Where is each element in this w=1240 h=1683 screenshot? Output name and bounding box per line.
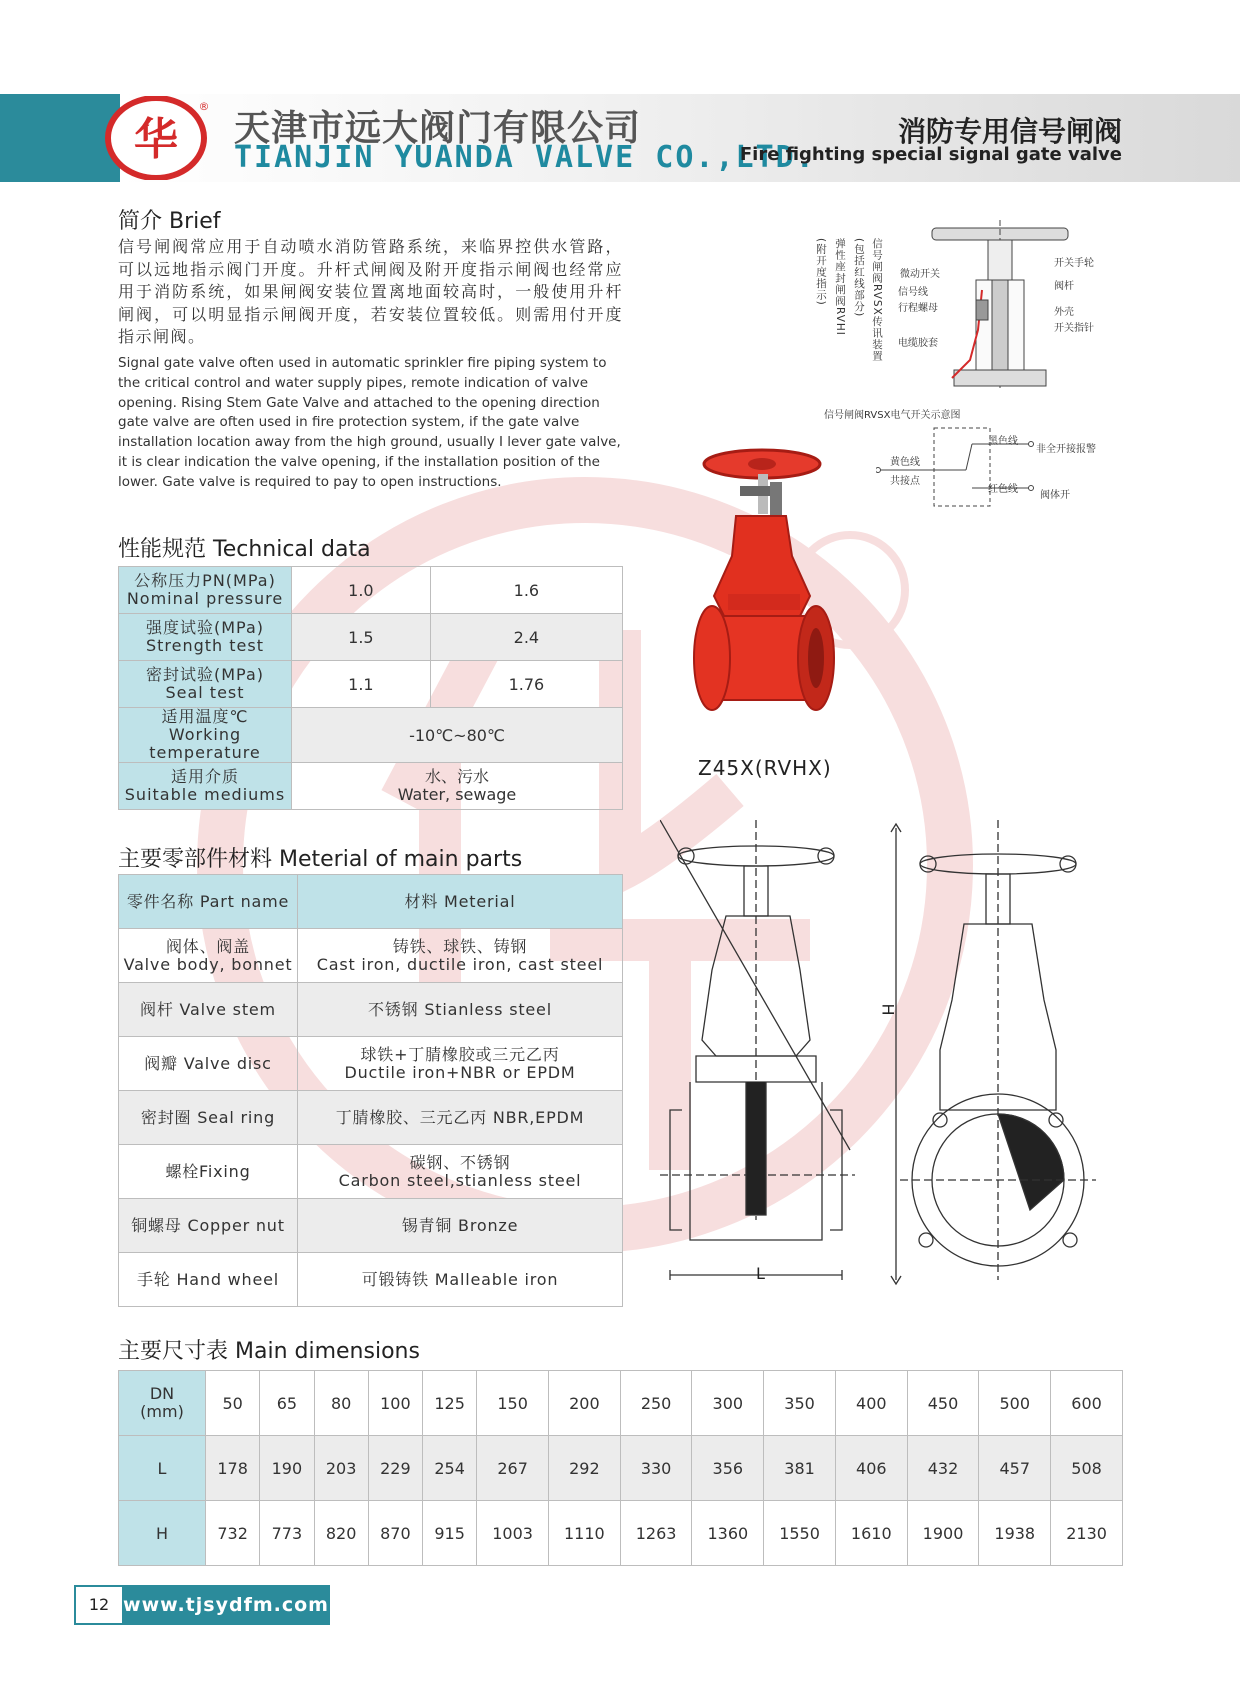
tech-value: 1.6 xyxy=(430,567,622,614)
tech-row xyxy=(119,614,623,661)
parts-header-row xyxy=(119,875,623,929)
parts-header-material: 材料 Meterial xyxy=(298,875,623,929)
dims-cell: 457 xyxy=(979,1436,1051,1501)
dims-cell: 100 xyxy=(368,1371,422,1436)
wire-red: 红色线 xyxy=(988,484,1018,495)
dims-cell: 600 xyxy=(1051,1371,1123,1436)
dims-cell: 450 xyxy=(907,1371,979,1436)
tech-value-cn: 水、污水 xyxy=(424,767,489,786)
dims-cell: 65 xyxy=(260,1371,314,1436)
wire-black: 黑色线 xyxy=(988,436,1018,447)
dims-cell: 200 xyxy=(548,1371,620,1436)
drawing-label-L: L xyxy=(756,1264,765,1283)
part-material-en: Carbon steel,stianless steel xyxy=(338,1170,582,1190)
tech-label-cell xyxy=(119,567,292,614)
dims-cell: 508 xyxy=(1051,1436,1123,1501)
product-title-cn: 消防专用信号闸阀 xyxy=(897,115,1122,148)
brief-title: 简介 Brief xyxy=(118,209,221,234)
dims-cell: 50 xyxy=(206,1371,260,1436)
part-material-en: Cast iron, ductile iron, cast steel xyxy=(316,954,604,974)
part-material-cn: 碳钢、不锈钢 xyxy=(409,1152,511,1172)
dims-cell: 1550 xyxy=(764,1501,836,1566)
dims-cell: 1110 xyxy=(548,1501,620,1566)
tech-label-cn: 适用温度℃ xyxy=(161,707,249,726)
tech-label-en: Seal test xyxy=(165,683,245,702)
dims-H-label: H xyxy=(119,1501,206,1566)
label-travel-nut: 行程螺母 xyxy=(898,303,938,314)
dims-cell: 292 xyxy=(548,1436,620,1501)
tech-table xyxy=(118,566,623,810)
tech-value: -10℃~80℃ xyxy=(292,708,623,763)
dims-cell: 267 xyxy=(477,1436,549,1501)
part-material: 锡青铜 Bronze xyxy=(298,1199,623,1253)
registered-mark: ® xyxy=(198,100,210,113)
dims-cell: 356 xyxy=(692,1436,764,1501)
dims-cell: 330 xyxy=(620,1436,692,1501)
dims-dn-label xyxy=(119,1371,206,1436)
tech-label-cell xyxy=(119,708,292,763)
dn-unit: (mm) xyxy=(140,1402,184,1421)
dims-cell: 732 xyxy=(206,1501,260,1566)
dims-row-L xyxy=(119,1436,1123,1501)
tech-value: 2.4 xyxy=(430,614,622,661)
header-accent xyxy=(0,94,120,182)
dims-cell: 1900 xyxy=(907,1501,979,1566)
dims-cell: 300 xyxy=(692,1371,764,1436)
dims-cell: 381 xyxy=(764,1436,836,1501)
tech-label-cn: 强度试验(MPa) xyxy=(145,618,265,637)
parts-title: 主要零部件材料 Meterial of main parts xyxy=(118,847,523,872)
page-number: 12 xyxy=(74,1585,124,1625)
dims-row-dn xyxy=(119,1371,1123,1436)
part-material-cn: 球铁+丁腈橡胶或三元乙丙 xyxy=(360,1044,560,1064)
label-micro-switch: 微动开关 xyxy=(900,269,940,280)
schematic-vertical-3: 弹性座封闸阀RVHI xyxy=(834,238,846,336)
parts-row xyxy=(119,1091,623,1145)
tech-label-cn: 公称压力PN(MPa) xyxy=(134,571,276,590)
dims-cell: 1360 xyxy=(692,1501,764,1566)
tech-label-cell xyxy=(119,763,292,810)
dims-cell: 820 xyxy=(314,1501,368,1566)
dims-cell: 773 xyxy=(260,1501,314,1566)
tech-label-en: Suitable mediums xyxy=(124,785,286,804)
schematic-vertical-2: (包括红线部分) xyxy=(853,238,865,318)
tech-label-en: Nominal pressure xyxy=(126,589,284,608)
valve-technical-drawing xyxy=(660,820,1205,1290)
logo-char: 华 xyxy=(134,114,178,165)
label-handwheel: 开关手轮 xyxy=(1054,258,1094,269)
wire-common: 共接点 xyxy=(890,476,920,487)
dims-cell: 203 xyxy=(314,1436,368,1501)
part-name: 铜螺母 Copper nut xyxy=(119,1199,298,1253)
dims-cell: 229 xyxy=(368,1436,422,1501)
part-material: 可锻铸铁 Malleable iron xyxy=(298,1253,623,1307)
part-material xyxy=(298,1145,623,1199)
tech-row xyxy=(119,567,623,614)
tech-title: 性能规范 Technical data xyxy=(118,537,371,562)
tech-label-cn: 适用介质 xyxy=(170,767,239,786)
part-name-en: Valve body, bonnet xyxy=(123,954,293,974)
dims-cell: 250 xyxy=(620,1371,692,1436)
dims-table xyxy=(118,1370,1123,1566)
signal-device-schematic xyxy=(930,220,1070,400)
dims-title: 主要尺寸表 Main dimensions xyxy=(118,1339,420,1364)
tech-label-en: Strength test xyxy=(145,636,265,655)
dims-cell: 254 xyxy=(423,1436,477,1501)
part-name: 螺栓Fixing xyxy=(119,1145,298,1199)
part-material-cn: 铸铁、球铁、铸钢 xyxy=(392,936,528,956)
dims-cell: 500 xyxy=(979,1371,1051,1436)
dims-cell: 915 xyxy=(423,1501,477,1566)
part-name: 密封圈 Seal ring xyxy=(119,1091,298,1145)
parts-row xyxy=(119,1037,623,1091)
dn-label: DN xyxy=(149,1384,175,1403)
company-logo xyxy=(104,96,210,180)
part-material xyxy=(298,929,623,983)
label-stem: 阀杆 xyxy=(1054,281,1074,292)
dims-cell: 190 xyxy=(260,1436,314,1501)
tech-row xyxy=(119,661,623,708)
label-signal-wire: 信号线 xyxy=(898,287,928,298)
schematic-vertical-4: (附开度指示) xyxy=(815,238,827,306)
part-name xyxy=(119,929,298,983)
wire-yellow: 黄色线 xyxy=(890,457,920,468)
parts-header-name: 零件名称 Part name xyxy=(119,875,298,929)
parts-row xyxy=(119,1253,623,1307)
valve-product-image xyxy=(690,446,840,736)
dims-cell: 870 xyxy=(368,1501,422,1566)
part-name: 手轮 Hand wheel xyxy=(119,1253,298,1307)
label-cable-gland: 电缆胶套 xyxy=(898,338,938,349)
tech-label-cell xyxy=(119,614,292,661)
dims-cell: 350 xyxy=(764,1371,836,1436)
company-name-en: TIANJIN YUANDA VALVE CO.,LTD. xyxy=(234,140,816,175)
part-name: 阀杆 Valve stem xyxy=(119,983,298,1037)
dims-cell: 1610 xyxy=(835,1501,907,1566)
dims-cell: 2130 xyxy=(1051,1501,1123,1566)
parts-row xyxy=(119,1199,623,1253)
brief-text-en: Signal gate valve often used in automatic sprinkler fire piping system to the critical control and water supply pipes, remote indication of valve opening. Rising Stem Gate Valve and attached to the opening direction gate valve are often used in fire protection system, if the gate valve installation location away from the high ground, usually I lever gate valve, it is clear indication the valve opening, if the installation position of the lower. Gate valve is required to pay to open instructions. xyxy=(118,355,621,490)
dims-cell: 432 xyxy=(907,1436,979,1501)
tech-label-en: Working temperature xyxy=(149,725,261,762)
schematic-vertical-1: 信号闸阀RVSX传讯装置 xyxy=(871,238,883,362)
tech-value: 1.1 xyxy=(292,661,431,708)
tech-label-cell xyxy=(119,661,292,708)
dims-cell: 150 xyxy=(477,1371,549,1436)
parts-row xyxy=(119,1145,623,1199)
dims-cell: 1938 xyxy=(979,1501,1051,1566)
wire-alarm: 非全开接报警 xyxy=(1036,444,1096,455)
tech-value-en: Water, sewage xyxy=(397,785,517,804)
dims-cell: 1003 xyxy=(477,1501,549,1566)
part-material xyxy=(298,1037,623,1091)
dims-cell: 80 xyxy=(314,1371,368,1436)
part-name: 阀瓣 Valve disc xyxy=(119,1037,298,1091)
part-name-cn: 阀体、阀盖 xyxy=(165,936,250,956)
company-name-cn: 天津市远大阀门有限公司 xyxy=(234,108,642,149)
part-material: 不锈钢 Stianless steel xyxy=(298,983,623,1037)
dims-row-H xyxy=(119,1501,1123,1566)
part-material-en: Ductile iron+NBR or EPDM xyxy=(344,1062,576,1082)
label-pointer: 开关指针 xyxy=(1054,323,1094,334)
tech-row xyxy=(119,708,623,763)
brief-text-cn: 信号闸阀常应用于自动喷水消防管路系统，来临界控供水管路，可以远地指示阀门开度。升杆式闸阀及附开度指示闸阀也经常应用于消防系统，如果闸阀安装位置离地面较高时，一般使用升杆闸阀，可以明显指示闸阀开度，若安装位置较低。则需用付开度指示闸阀。 xyxy=(118,237,623,346)
tech-value: 1.76 xyxy=(430,661,622,708)
wiring-title: 信号闸阀RVSX电气开关示意图 xyxy=(824,410,961,421)
model-number: Z45X(RVHX) xyxy=(698,756,832,780)
label-housing: 外壳 xyxy=(1054,307,1074,318)
tech-value xyxy=(292,763,623,810)
dims-cell: 125 xyxy=(423,1371,477,1436)
dims-L-label: L xyxy=(119,1436,206,1501)
drawing-label-H: H xyxy=(878,1003,898,1016)
wire-open: 阀体开 xyxy=(1040,490,1070,501)
dims-cell: 406 xyxy=(835,1436,907,1501)
parts-row xyxy=(119,983,623,1037)
parts-table xyxy=(118,874,623,1307)
dims-cell: 178 xyxy=(206,1436,260,1501)
dims-cell: 400 xyxy=(835,1371,907,1436)
tech-value: 1.0 xyxy=(292,567,431,614)
product-title-en: Fire fighting special signal gate valve xyxy=(739,144,1122,165)
part-material: 丁腈橡胶、三元乙丙 NBR,EPDM xyxy=(298,1091,623,1145)
tech-row xyxy=(119,763,623,810)
dims-cell: 1263 xyxy=(620,1501,692,1566)
tech-label-cn: 密封试验(MPa) xyxy=(145,665,265,684)
website-link[interactable]: www.tjsydfm.com xyxy=(122,1585,330,1625)
parts-row xyxy=(119,929,623,983)
tech-value: 1.5 xyxy=(292,614,431,661)
